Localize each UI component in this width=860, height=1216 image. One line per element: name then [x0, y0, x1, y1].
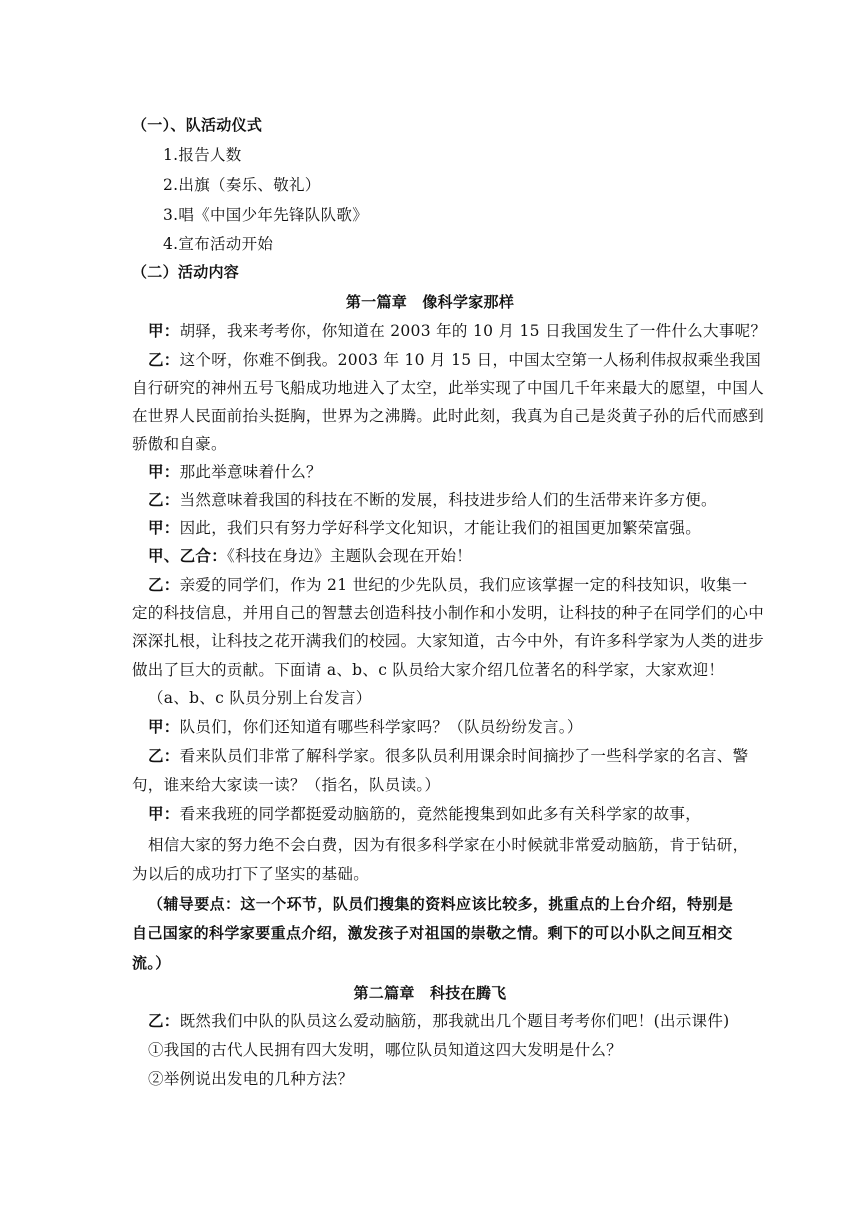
dialogue-line: [148, 717, 583, 737]
dialogue-text: 看来队员们非常了解科学家。很多队员利用课余时间摘抄了一些科学家的名言、警: [179, 747, 749, 765]
speaker-label: 甲：: [148, 463, 180, 481]
speaker-label: 乙：: [148, 1012, 180, 1030]
guidance-note: 自己国家的科学家要重点介绍，激发孩子对祖国的崇敬之情。剩下的可以小队之间互相交: [132, 924, 733, 942]
paragraph-line: 为以后的成功打下了坚实的基础。: [132, 865, 370, 883]
dialogue-text: 这个呀，你难不倒我。2003 年 10 月 15 日，中国太空第一人杨利伟叔叔乘坐我国: [179, 351, 762, 369]
question-item: ②举例说出发电的几种方法？: [148, 1070, 354, 1088]
section1-title: （一）、队活动仪式: [132, 116, 263, 134]
section2-title: （二）活动内容: [132, 263, 240, 281]
dialogue-text: 看来我班的同学都挺爱动脑筋的，竟然能搜集到如此多有关科学家的故事，: [179, 805, 702, 823]
paragraph-line: 定的科技信息，并用自己的智慧去创造科技小制作和小发明，让科技的种子在同学们的心中: [132, 604, 765, 622]
dialogue-text: 既然我们中队的队员这么爱动脑筋，那我就出几个题目考考你们吧！(出示课件): [179, 1012, 730, 1030]
dialogue-line: [148, 546, 472, 566]
speaker-label: 甲：: [148, 805, 180, 823]
chapter2-title: 第二篇章 科技在腾飞: [353, 984, 507, 1002]
list-item: 3.唱《中国少年先锋队队歌》: [163, 206, 368, 224]
question-item: ①我国的古代人民拥有四大发明，哪位队员知道这四大发明是什么？: [148, 1041, 623, 1059]
dialogue-text: 胡驿，我来考考你，你知道在 2003 年的 10 月 15 日我国发生了一件什么大事呢？: [179, 322, 767, 340]
dialogue-line: [148, 746, 748, 766]
speaker-label: 乙：: [148, 351, 180, 369]
speaker-label: 甲：: [148, 718, 180, 736]
paragraph-line: 自行研究的神州五号飞船成功地进入了太空，此举实现了中国几千年来最大的愿望，中国人: [132, 379, 765, 397]
dialogue-text: 那此举意味着什么？: [179, 463, 322, 481]
dialogue-line: [148, 350, 761, 370]
paragraph-line: 句，谁来给大家读一读？（指名，队员读。）: [132, 776, 441, 794]
speaker-label: 乙：: [148, 491, 180, 509]
dialogue-line: [148, 804, 701, 824]
list-item: 4.宣布活动开始: [163, 235, 274, 253]
paragraph-line: 相信大家的努力绝不会白费，因为有很多科学家在小时候就非常爱动脑筋，肯于钻研，: [148, 836, 749, 854]
dialogue-line: [148, 575, 748, 595]
guidance-note: （辅导要点：这一个环节，队员们搜集的资料应该比较多，挑重点的上台介绍，特别是: [148, 895, 734, 913]
dialogue-text: 亲爱的同学们，作为 21 世纪的少先队员，我们应该掌握一定的科技知识，收集一: [179, 576, 748, 594]
paragraph-line: 在世界人民面前抬头挺胸，世界为之沸腾。此时此刻，我真为自己是炎黄子孙的后代而感到: [132, 407, 765, 425]
chapter1-title: 第一篇章 像科学家那样: [345, 293, 515, 311]
dialogue-text: 当然意味着我国的科技在不断的发展，科技进步给人们的生活带来许多方便。: [179, 491, 717, 509]
speaker-label: 甲：: [148, 322, 180, 340]
dialogue-line: [148, 462, 322, 482]
list-item: 1.报告人数: [163, 146, 242, 164]
paragraph-line: 深深扎根，让科技之花开满我们的校园。大家知道，古今中外，有许多科学家为人类的进步: [132, 632, 765, 650]
paragraph-line: 骄傲和自豪。: [132, 435, 227, 453]
speaker-label: 甲、乙合：: [148, 547, 228, 565]
dialogue-text: 队员们，你们还知道有哪些科学家吗？（队员纷纷发言。）: [179, 718, 583, 736]
dialogue-line: [148, 490, 717, 510]
list-item: 2.出旗（奏乐、敬礼）: [163, 176, 321, 194]
guidance-note: 流。）: [132, 954, 171, 972]
dialogue-text: 因此，我们只有努力学好科学文化知识，才能让我们的祖国更加繁荣富强。: [179, 519, 702, 537]
dialogue-line: [148, 1011, 730, 1031]
speaker-label: 甲：: [148, 519, 180, 537]
dialogue-line: [148, 518, 701, 538]
dialogue-text: 《科技在身边》主题队会现在开始！: [227, 547, 473, 565]
dialogue-line: [148, 321, 766, 341]
speaker-label: 乙：: [148, 576, 180, 594]
stage-direction: （a、b、c 队员分别上台发言）: [148, 689, 372, 707]
speaker-label: 乙：: [148, 747, 180, 765]
paragraph-line: 做出了巨大的贡献。下面请 a、b、c 队员给大家介绍几位著名的科学家，大家欢迎！: [132, 661, 725, 679]
